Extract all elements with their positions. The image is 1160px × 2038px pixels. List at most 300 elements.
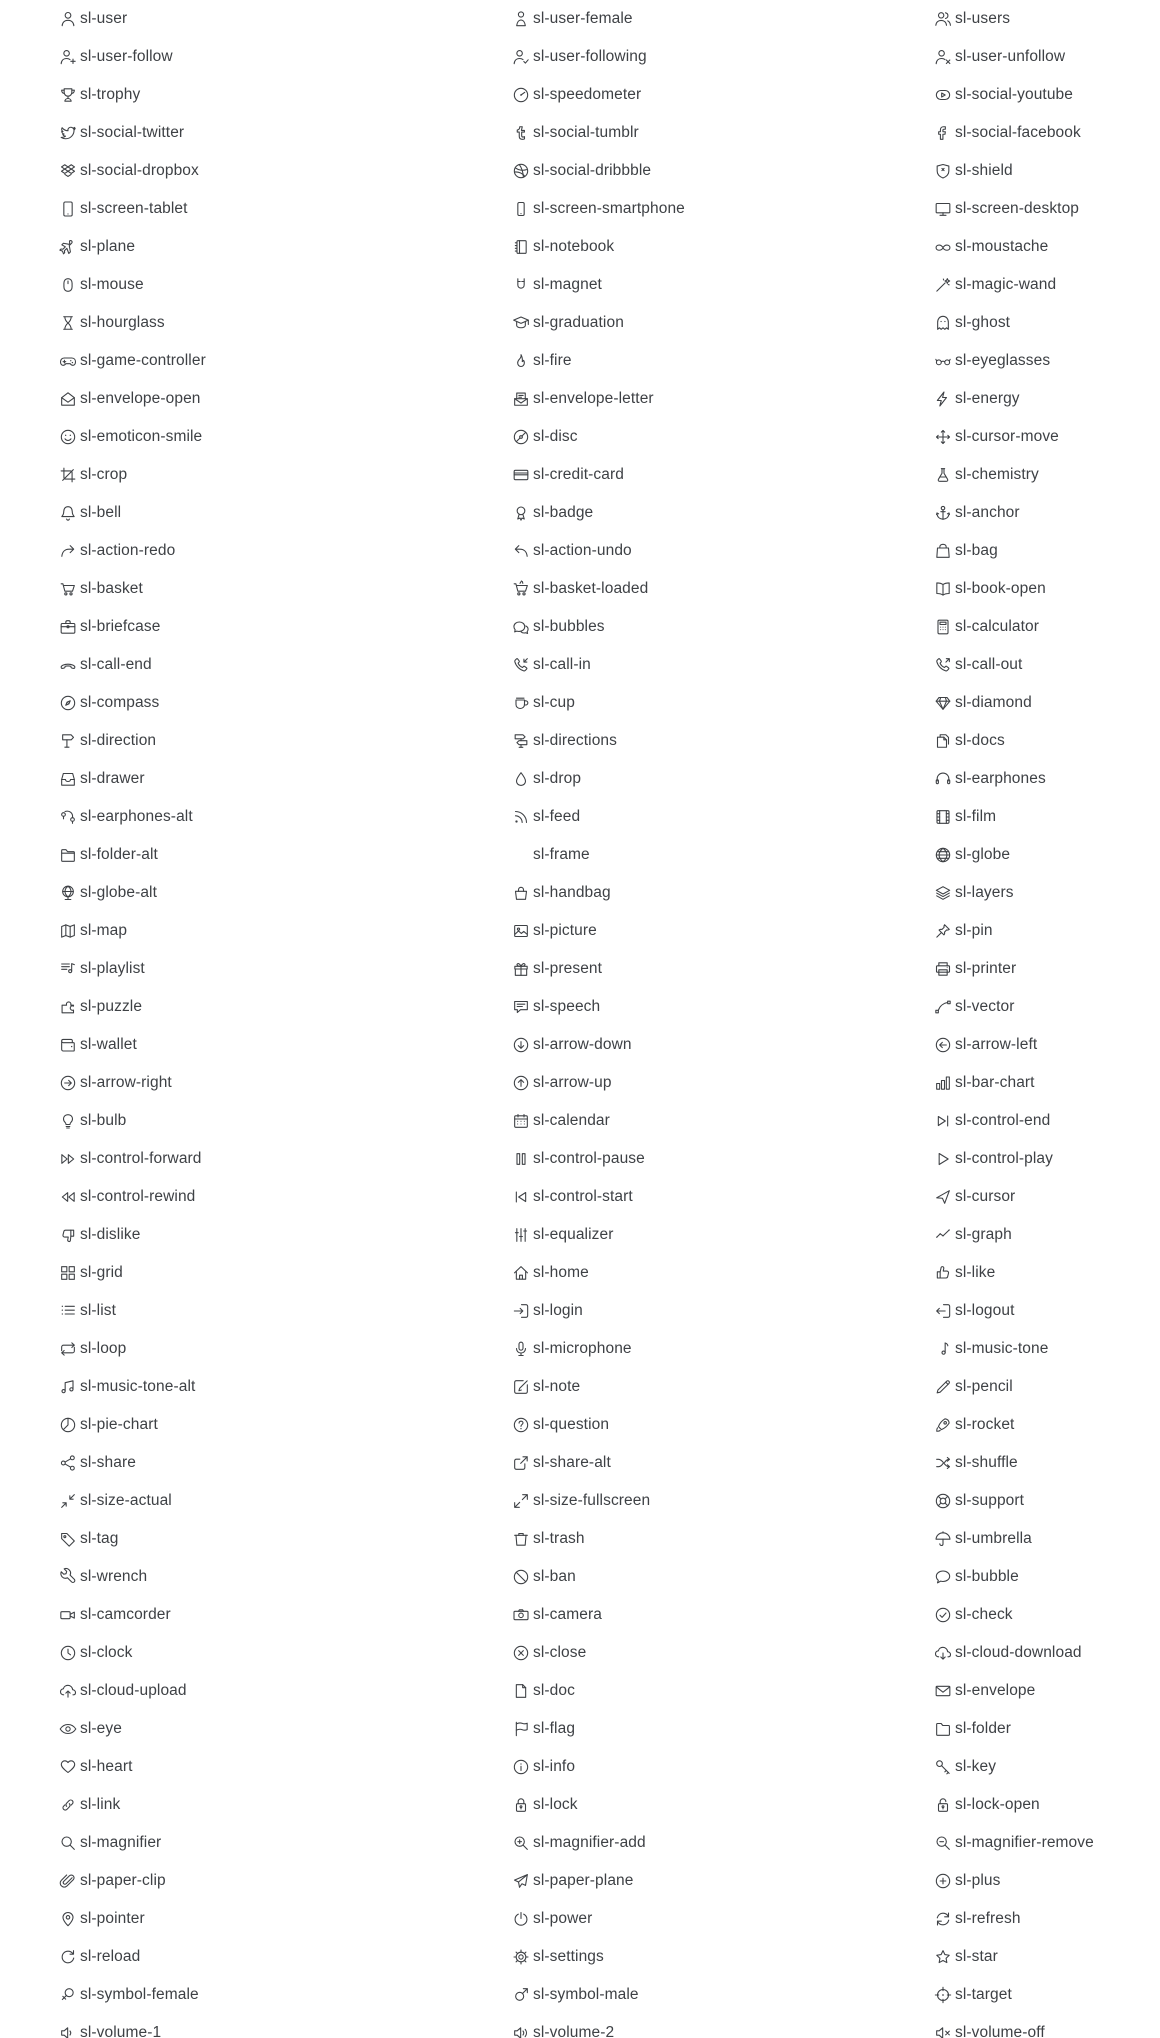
icon-list-item <box>511 1444 685 1482</box>
icon-label: sl-eye <box>80 1720 122 1737</box>
icon-label: sl-list <box>80 1302 116 1319</box>
icon-list-item <box>58 1102 206 1140</box>
icon-list-item <box>511 1900 685 1938</box>
icon-list-item <box>58 1710 206 1748</box>
icon-list-item <box>58 266 206 304</box>
icon-list-item <box>933 1520 1094 1558</box>
icon-label: sl-control-pause <box>533 1150 645 1167</box>
icon-list-item <box>58 1444 206 1482</box>
docs-icon <box>933 731 955 751</box>
icon-list-item <box>933 38 1094 76</box>
icon-list-item <box>933 266 1094 304</box>
icon-list-item <box>933 114 1094 152</box>
icon-label: sl-shield <box>955 162 1013 179</box>
icon-label: sl-pencil <box>955 1378 1013 1395</box>
icon-label: sl-globe-alt <box>80 884 158 901</box>
icon-label: sl-target <box>955 1986 1012 2003</box>
like-icon <box>933 1263 955 1283</box>
icon-label: sl-magnifier-remove <box>955 1834 1094 1851</box>
icon-list-item <box>511 1178 685 1216</box>
icon-list-item <box>933 418 1094 456</box>
icon-label: sl-folder <box>955 1720 1012 1737</box>
bar-chart-icon <box>933 1073 955 1093</box>
icon-list-item <box>58 190 206 228</box>
clock-icon <box>58 1643 80 1663</box>
icon-label: sl-home <box>533 1264 589 1281</box>
pointer-icon <box>58 1909 80 1929</box>
eyeglasses-icon <box>933 351 955 371</box>
link-icon <box>58 1795 80 1815</box>
icon-list-item <box>933 608 1094 646</box>
icon-label: sl-film <box>955 808 997 825</box>
icon-label: sl-social-tumblr <box>533 124 639 141</box>
icon-label: sl-earphones <box>955 770 1046 787</box>
icon-list-item <box>58 722 206 760</box>
icon-list-item <box>58 608 206 646</box>
home-icon <box>511 1263 533 1283</box>
icon-list-item <box>933 1938 1094 1976</box>
icon-label: sl-bubbles <box>533 618 605 635</box>
arrow-left-icon <box>933 1035 955 1055</box>
logout-icon <box>933 1301 955 1321</box>
book-open-icon <box>933 579 955 599</box>
bag-icon <box>933 541 955 561</box>
drop-icon <box>511 769 533 789</box>
power-icon <box>511 1909 533 1929</box>
lock-open-icon <box>933 1795 955 1815</box>
puzzle-icon <box>58 997 80 1017</box>
icon-label: sl-folder-alt <box>80 846 158 863</box>
icon-list-item <box>58 1938 206 1976</box>
magic-wand-icon <box>933 275 955 295</box>
icon-label: sl-umbrella <box>955 1530 1032 1547</box>
icon-label: sl-volume-off <box>955 2024 1045 2038</box>
basket-loaded-icon <box>511 579 533 599</box>
anchor-icon <box>933 503 955 523</box>
share-icon <box>58 1453 80 1473</box>
icon-list-item <box>933 912 1094 950</box>
icon-label: sl-bell <box>80 504 122 521</box>
game-controller-icon <box>58 351 80 371</box>
vector-icon <box>933 997 955 1017</box>
icon-label: sl-arrow-left <box>955 1036 1038 1053</box>
icon-list-item <box>933 836 1094 874</box>
frame-icon <box>511 845 533 865</box>
control-rewind-icon <box>58 1187 80 1207</box>
icon-label: sl-speedometer <box>533 86 642 103</box>
icon-list-item <box>933 1368 1094 1406</box>
bubbles-icon <box>511 617 533 637</box>
icon-label: sl-logout <box>955 1302 1015 1319</box>
umbrella-icon <box>933 1529 955 1549</box>
control-end-icon <box>933 1111 955 1131</box>
icon-list-item <box>511 228 685 266</box>
icon-list-item <box>58 228 206 266</box>
icon-label: sl-anchor <box>955 504 1020 521</box>
layers-icon <box>933 883 955 903</box>
icon-list-item <box>511 570 685 608</box>
film-icon <box>933 807 955 827</box>
icon-list-item <box>933 304 1094 342</box>
globe-icon <box>933 845 955 865</box>
icon-label: sl-docs <box>955 732 1005 749</box>
control-forward-icon <box>58 1149 80 1169</box>
plane-icon <box>58 237 80 257</box>
badge-icon <box>511 503 533 523</box>
eye-icon <box>58 1719 80 1739</box>
icon-list-item <box>58 570 206 608</box>
ban-icon <box>511 1567 533 1587</box>
icon-list-item <box>511 532 685 570</box>
icon-label: sl-hourglass <box>80 314 165 331</box>
icon-list-item <box>511 722 685 760</box>
icon-list-item <box>58 1330 206 1368</box>
screen-tablet-icon <box>58 199 80 219</box>
icon-label: sl-cup <box>533 694 575 711</box>
icon-list-item <box>511 950 685 988</box>
icon-list-item <box>511 190 685 228</box>
wallet-icon <box>58 1035 80 1055</box>
lock-icon <box>511 1795 533 1815</box>
icon-label: sl-control-start <box>533 1188 633 1205</box>
size-actual-icon <box>58 1491 80 1511</box>
note-icon <box>511 1377 533 1397</box>
icon-label: sl-screen-desktop <box>955 200 1080 217</box>
icon-list-item <box>58 114 206 152</box>
cup-icon <box>511 693 533 713</box>
icon-list-item <box>511 1330 685 1368</box>
icon-list-item <box>933 874 1094 912</box>
bubble-icon <box>933 1567 955 1587</box>
icon-label: sl-briefcase <box>80 618 161 635</box>
icon-list-item <box>511 1482 685 1520</box>
pencil-icon <box>933 1377 955 1397</box>
user-following-icon <box>511 47 533 67</box>
icon-list-item <box>933 1900 1094 1938</box>
icon-list-item <box>511 1710 685 1748</box>
social-dribbble-icon <box>511 161 533 181</box>
icon-label: sl-map <box>80 922 128 939</box>
icon-list-item <box>58 1482 206 1520</box>
basket-icon <box>58 579 80 599</box>
icon-label: sl-magnet <box>533 276 602 293</box>
user-female-icon <box>511 9 533 29</box>
icon-list-item <box>511 1938 685 1976</box>
symbol-male-icon <box>511 1985 533 2005</box>
icon-list-item <box>511 1672 685 1710</box>
icon-list-item <box>933 1292 1094 1330</box>
icon-label: sl-close <box>533 1644 587 1661</box>
icon-label: sl-wrench <box>80 1568 148 1585</box>
icon-label: sl-settings <box>533 1948 604 1965</box>
social-youtube-icon <box>933 85 955 105</box>
disc-icon <box>511 427 533 447</box>
icon-list-item <box>933 494 1094 532</box>
folder-icon <box>933 1719 955 1739</box>
icon-list-item <box>933 1102 1094 1140</box>
shield-icon <box>933 161 955 181</box>
icon-list-item <box>511 304 685 342</box>
icon-label: sl-cursor <box>955 1188 1016 1205</box>
calculator-icon <box>933 617 955 637</box>
call-end-icon <box>58 655 80 675</box>
chemistry-icon <box>933 465 955 485</box>
camcorder-icon <box>58 1605 80 1625</box>
screen-smartphone-icon <box>511 199 533 219</box>
credit-card-icon <box>511 465 533 485</box>
size-fullscreen-icon <box>511 1491 533 1511</box>
icon-list-item <box>511 1026 685 1064</box>
magnet-icon <box>511 275 533 295</box>
info-icon <box>511 1757 533 1777</box>
icon-label: sl-microphone <box>533 1340 632 1357</box>
icon-label: sl-layers <box>955 884 1014 901</box>
icon-list-item <box>511 836 685 874</box>
icon-list-item <box>58 1064 206 1102</box>
icon-label: sl-eyeglasses <box>955 352 1051 369</box>
envelope-letter-icon <box>511 389 533 409</box>
icon-list-item <box>511 1102 685 1140</box>
icon-list-item <box>933 1862 1094 1900</box>
icon-list-item <box>933 2014 1094 2038</box>
icon-list-item <box>933 1406 1094 1444</box>
icon-label: sl-ban <box>533 1568 576 1585</box>
icon-label: sl-calculator <box>955 618 1039 635</box>
icon-label: sl-trophy <box>80 86 141 103</box>
icon-list-item <box>933 684 1094 722</box>
icon-list-item <box>933 1064 1094 1102</box>
support-icon <box>933 1491 955 1511</box>
icon-list-item <box>933 1672 1094 1710</box>
icon-list-item <box>58 152 206 190</box>
globe-alt-icon <box>58 883 80 903</box>
icon-label: sl-social-facebook <box>955 124 1081 141</box>
drawer-icon <box>58 769 80 789</box>
call-in-icon <box>511 655 533 675</box>
icon-label: sl-lock <box>533 1796 578 1813</box>
icon-list-item <box>511 798 685 836</box>
icon-label: sl-power <box>533 1910 593 1927</box>
icon-label: sl-bag <box>955 542 998 559</box>
notebook-icon <box>511 237 533 257</box>
icon-label: sl-camera <box>533 1606 602 1623</box>
earphones-alt-icon <box>58 807 80 827</box>
volume-2-icon <box>511 2023 533 2038</box>
icon-label: sl-vector <box>955 998 1015 1015</box>
volume-off-icon <box>933 2023 955 2038</box>
icon-list-item <box>58 874 206 912</box>
list-icon <box>58 1301 80 1321</box>
icon-label: sl-music-tone <box>955 1340 1049 1357</box>
icon-list-item <box>933 1558 1094 1596</box>
icon-list-item <box>933 798 1094 836</box>
icon-label: sl-call-in <box>533 656 591 673</box>
icon-list-item <box>511 342 685 380</box>
icon-label: sl-clock <box>80 1644 133 1661</box>
icon-label: sl-screen-tablet <box>80 200 188 217</box>
key-icon <box>933 1757 955 1777</box>
icon-label: sl-directions <box>533 732 617 749</box>
icon-list-item <box>933 988 1094 1026</box>
icon-label: sl-notebook <box>533 238 615 255</box>
reload-icon <box>58 1947 80 1967</box>
icon-list-item <box>58 836 206 874</box>
icon-label: sl-drawer <box>80 770 145 787</box>
icon-label: sl-drop <box>533 770 582 787</box>
social-facebook-icon <box>933 123 955 143</box>
icon-label: sl-fire <box>533 352 572 369</box>
mouse-icon <box>58 275 80 295</box>
icon-label: sl-link <box>80 1796 121 1813</box>
direction-icon <box>58 731 80 751</box>
paper-plane-icon <box>511 1871 533 1891</box>
icon-list-item <box>58 304 206 342</box>
icon-label: sl-user-follow <box>80 48 173 65</box>
dislike-icon <box>58 1225 80 1245</box>
icon-label: sl-arrow-down <box>533 1036 632 1053</box>
graduation-icon <box>511 313 533 333</box>
icon-label: sl-crop <box>80 466 128 483</box>
rocket-icon <box>933 1415 955 1435</box>
icon-label: sl-action-redo <box>80 542 176 559</box>
icon-label: sl-loop <box>80 1340 127 1357</box>
icon-label: sl-credit-card <box>533 466 624 483</box>
icon-label: sl-cursor-move <box>955 428 1059 445</box>
icon-label: sl-control-forward <box>80 1150 202 1167</box>
flag-icon <box>511 1719 533 1739</box>
envelope-open-icon <box>58 389 80 409</box>
icon-list-item <box>58 2014 206 2038</box>
icon-label: sl-puzzle <box>80 998 143 1015</box>
icon-label: sl-picture <box>533 922 597 939</box>
target-icon <box>933 1985 955 2005</box>
icon-list-item <box>511 76 685 114</box>
icon-label: sl-playlist <box>80 960 145 977</box>
icon-label: sl-like <box>955 1264 996 1281</box>
magnifier-add-icon <box>511 1833 533 1853</box>
icon-list-item <box>58 1520 206 1558</box>
user-follow-icon <box>58 47 80 67</box>
icon-label: sl-basket-loaded <box>533 580 649 597</box>
icon-list-item <box>933 380 1094 418</box>
icon-list-item <box>58 1216 206 1254</box>
icon-list-item <box>933 456 1094 494</box>
icon-list-item <box>511 608 685 646</box>
icon-list-item <box>933 760 1094 798</box>
ghost-icon <box>933 313 955 333</box>
icon-label: sl-direction <box>80 732 157 749</box>
icon-label: sl-badge <box>533 504 594 521</box>
crop-icon <box>58 465 80 485</box>
icon-list-item <box>933 1444 1094 1482</box>
picture-icon <box>511 921 533 941</box>
briefcase-icon <box>58 617 80 637</box>
screen-desktop-icon <box>933 199 955 219</box>
icon-list-item <box>58 1140 206 1178</box>
plus-icon <box>933 1871 955 1891</box>
handbag-icon <box>511 883 533 903</box>
icon-label: sl-game-controller <box>80 352 206 369</box>
login-icon <box>511 1301 533 1321</box>
diamond-icon <box>933 693 955 713</box>
icon-list-item <box>511 380 685 418</box>
icon-list-item <box>58 0 206 38</box>
icon-label: sl-moustache <box>955 238 1049 255</box>
icon-list-item <box>933 950 1094 988</box>
music-tone-alt-icon <box>58 1377 80 1397</box>
user-unfollow-icon <box>933 47 955 67</box>
icon-label: sl-magnifier-add <box>533 1834 646 1851</box>
printer-icon <box>933 959 955 979</box>
icon-list-item <box>58 1672 206 1710</box>
cursor-icon <box>933 1187 955 1207</box>
icon-label: sl-user <box>80 10 128 27</box>
icon-list-item <box>58 1786 206 1824</box>
icon-label: sl-dislike <box>80 1226 141 1243</box>
icon-label: sl-present <box>533 960 603 977</box>
icon-label: sl-rocket <box>955 1416 1015 1433</box>
icon-label: sl-action-undo <box>533 542 632 559</box>
fire-icon <box>511 351 533 371</box>
icon-label: sl-arrow-up <box>533 1074 612 1091</box>
icon-label: sl-energy <box>955 390 1020 407</box>
icon-list-item <box>933 646 1094 684</box>
paper-clip-icon <box>58 1871 80 1891</box>
icon-label: sl-plus <box>955 1872 1001 1889</box>
camera-icon <box>511 1605 533 1625</box>
equalizer-icon <box>511 1225 533 1245</box>
action-undo-icon <box>511 541 533 561</box>
icon-label: sl-volume-1 <box>80 2024 162 2038</box>
question-icon <box>511 1415 533 1435</box>
trash-icon <box>511 1529 533 1549</box>
icon-list-item <box>58 1026 206 1064</box>
icon-label: sl-call-end <box>80 656 152 673</box>
icon-label: sl-compass <box>80 694 160 711</box>
icon-list-item <box>933 570 1094 608</box>
action-redo-icon <box>58 541 80 561</box>
calendar-icon <box>511 1111 533 1131</box>
icon-list-item <box>511 38 685 76</box>
icon-label: sl-note <box>533 1378 581 1395</box>
icon-list-item <box>511 1406 685 1444</box>
speech-icon <box>511 997 533 1017</box>
icon-list-item <box>933 1748 1094 1786</box>
icon-list-item <box>933 1634 1094 1672</box>
icon-label: sl-shuffle <box>955 1454 1018 1471</box>
icon-list-item <box>58 380 206 418</box>
icon-list-item <box>58 1368 206 1406</box>
check-icon <box>933 1605 955 1625</box>
wrench-icon <box>58 1567 80 1587</box>
icon-label: sl-cloud-upload <box>80 1682 187 1699</box>
icon-label: sl-pointer <box>80 1910 145 1927</box>
icon-label: sl-cloud-download <box>955 1644 1082 1661</box>
graph-icon <box>933 1225 955 1245</box>
envelope-icon <box>933 1681 955 1701</box>
social-dropbox-icon <box>58 161 80 181</box>
icon-list-item <box>511 1634 685 1672</box>
earphones-icon <box>933 769 955 789</box>
icon-list-item <box>933 1824 1094 1862</box>
icon-label: sl-tag <box>80 1530 119 1547</box>
present-icon <box>511 959 533 979</box>
icon-label: sl-question <box>533 1416 610 1433</box>
icon-label: sl-chemistry <box>955 466 1039 483</box>
icon-label: sl-frame <box>533 846 590 863</box>
icon-list-item <box>511 494 685 532</box>
icon-label: sl-user-female <box>533 10 633 27</box>
